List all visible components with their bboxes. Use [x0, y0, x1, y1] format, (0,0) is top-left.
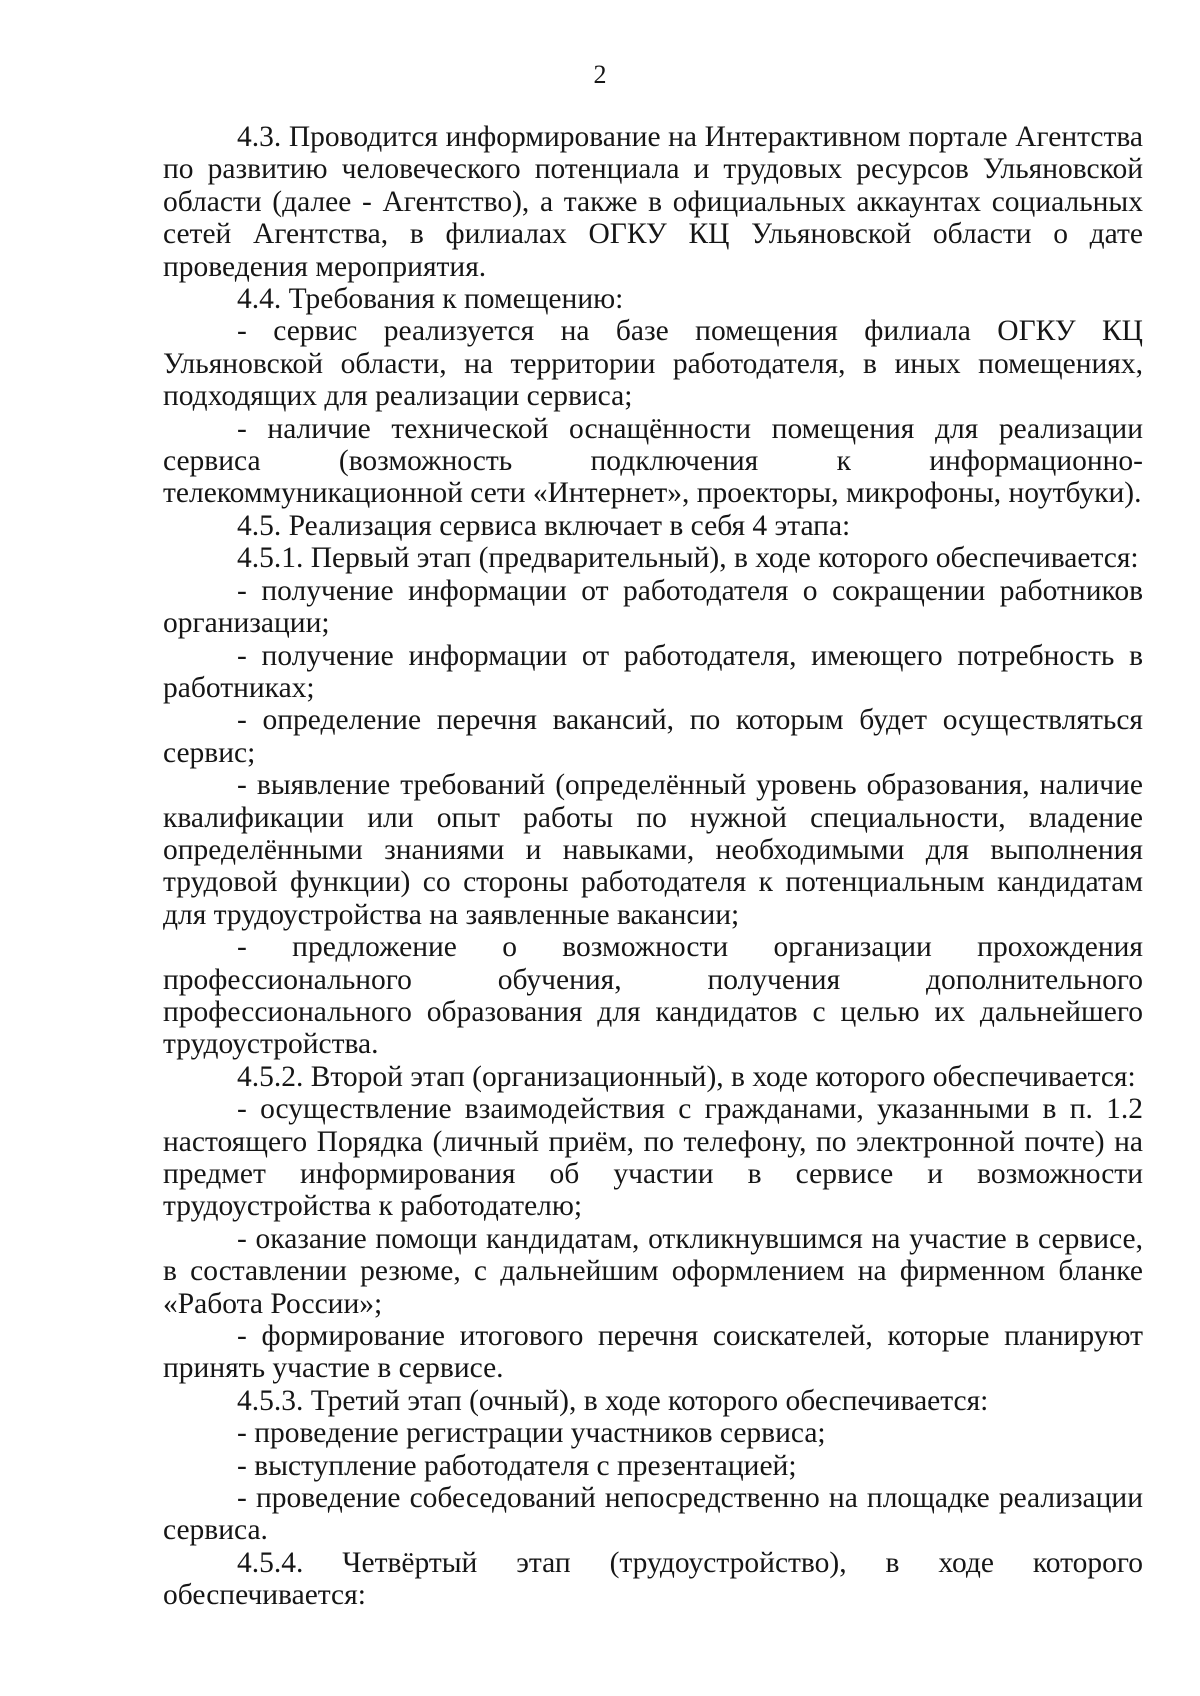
- paragraph-4-4: 4.4. Требования к помещению:: [237, 283, 624, 316]
- paragraph-4-5-3: 4.5.3. Третий этап (очный), в ходе которого обеспечивается:: [237, 1384, 989, 1417]
- paragraph-4-3: 4.3. Проводится информирование на Интерактивном портале Агентства по развитию человеческого потенциала и трудовых ресурсов Ульяновской области (далее - Агентство), а также в официальных аккаунтах социальных сетей Агентства, в филиалах ОГКУ КЦ Ульяновской области о дате проведения мероприятия.: [163, 121, 1143, 283]
- document-body: [163, 121, 1143, 1612]
- list-item-training-offer: - предложение о возможности организации прохождения профессионального обучения, получения дополнительного профессионального образования для кандидатов с целью их дальнейшего трудоустройства.: [163, 931, 1143, 1061]
- list-item-vacancies: - определение перечня вакансий, по которым будет осуществляться сервис;: [163, 704, 1143, 769]
- list-item-final-list: - формирование итогового перечня соискателей, которые планируют принять участие в сервисе.: [163, 1320, 1143, 1385]
- page-number: 2: [593, 60, 607, 89]
- list-item-premises: - сервис реализуется на базе помещения филиала ОГКУ КЦ Ульяновской области, на территории работодателя, в иных помещениях, подходящих для реализации сервиса;: [163, 315, 1143, 413]
- list-item-interviews: - проведение собеседований непосредственно на площадке реализации сервиса.: [163, 1482, 1143, 1547]
- list-item-reduction-info: - получение информации от работодателя о сокращении работников организации;: [163, 574, 1143, 640]
- paragraph-4-5: 4.5. Реализация сервиса включает в себя 4 этапа:: [237, 509, 851, 542]
- list-item-presentation: - выступление работодателя с презентацией;: [237, 1449, 797, 1482]
- list-item-equipment: - наличие технической оснащённости помещения для реализации сервиса (возможность подключения к информационно-телекоммуникационной сети «Интернет», проекторы, микрофоны, ноутбуки).: [163, 412, 1143, 510]
- paragraph-4-5-2: 4.5.2. Второй этап (организационный), в ходе которого обеспечивается:: [237, 1060, 1136, 1093]
- paragraph-4-5-1: 4.5.1. Первый этап (предварительный), в ходе которого обеспечивается:: [237, 542, 1139, 575]
- list-item-requirements: - выявление требований (определённый уровень образования, наличие квалификации или опыт работы по нужной специальности, владение определёнными знаниями и навыками, необходимыми для выполнения трудовой функции) со стороны работодателя к потенциальным кандидатам для трудоустройства на заявленные вакансии;: [163, 769, 1143, 931]
- list-item-registration: - проведение регистрации участников сервиса;: [237, 1417, 826, 1450]
- paragraph-4-5-4: 4.5.4. Четвёртый этап (трудоустройство), в ходе которого обеспечивается:: [163, 1546, 1143, 1612]
- list-item-demand-info: - получение информации от работодателя, имеющего потребность в работниках;: [163, 639, 1143, 704]
- list-item-resume-help: - оказание помощи кандидатам, откликнувшимся на участие в сервисе, в составлении резюме, с дальнейшим оформлением на фирменном бланке «Работа России»;: [163, 1222, 1143, 1320]
- list-item-interaction: - осуществление взаимодействия с гражданами, указанными в п. 1.2 настоящего Порядка (личный приём, по телефону, по электронной почте) на предмет информирования об участии в сервисе и возможности трудоустройства к работодателю;: [163, 1093, 1143, 1223]
